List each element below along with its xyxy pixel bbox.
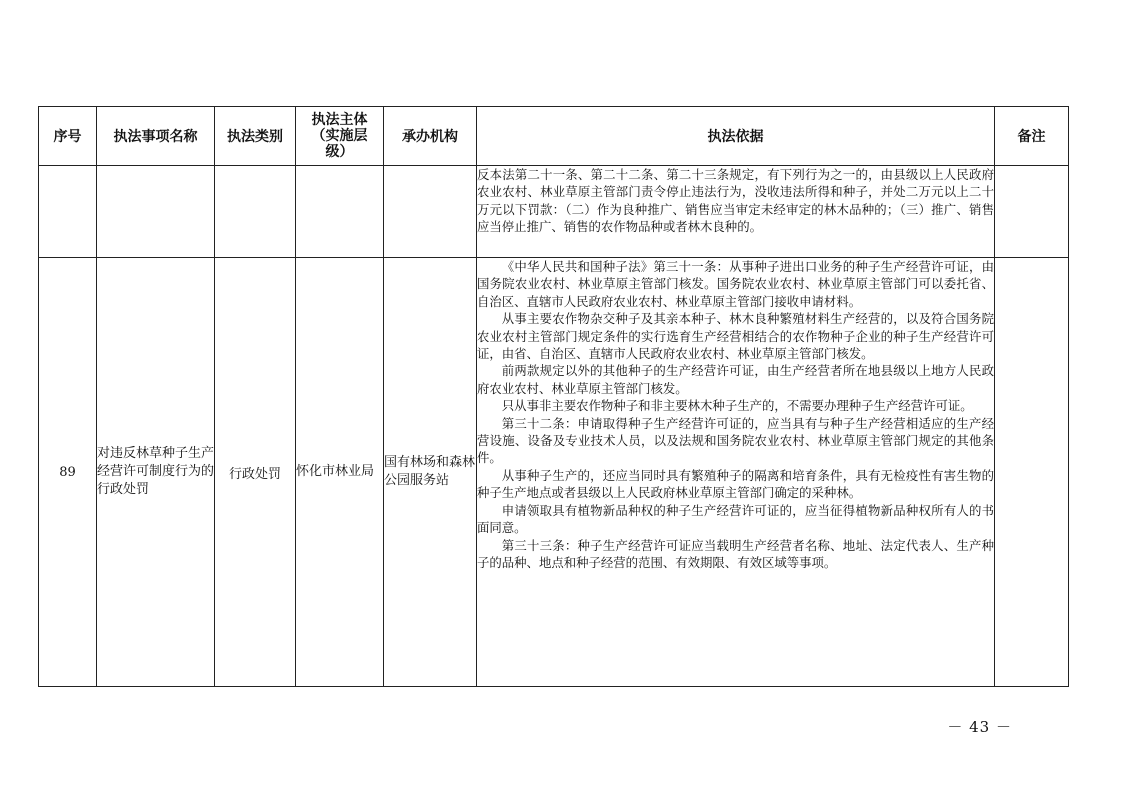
page-number: － 43 － [947, 718, 1012, 736]
basis-paragraph: 第三十三条：种子生产经营许可证应当载明生产经营者名称、地址、法定代表人、生产种子的品种、地点和种子经营的范围、有效期限、有效区域等事项。 [477, 537, 994, 570]
cont-category-cell [215, 166, 296, 258]
header-category: 执法类别 [215, 107, 296, 166]
cont-item-cell [97, 166, 215, 258]
basis-paragraph: 前两款规定以外的其他种子的生产经营许可证，由生产经营者所在地县级以上地方人民政府农业农村、林业草原主管部门核发。 [477, 363, 994, 396]
header-remark: 备注 [995, 107, 1069, 166]
header-subject-line1: 执法主体 [311, 112, 368, 128]
header-subject [296, 107, 384, 166]
row-remark [995, 258, 1069, 687]
header-subject-line3: 级） [325, 144, 354, 160]
table-row [39, 166, 1069, 258]
table-header-row [39, 107, 1069, 166]
header-basis: 执法依据 [477, 107, 995, 166]
basis-paragraph: 只从事非主要农作物种子和非主要林木种子生产的，不需要办理种子生产经营许可证。 [501, 398, 973, 414]
basis-paragraph: 从事主要农作物杂交种子及其亲本种子、林木良种繁殖材料生产经营的，以及符合国务院农业农村主管部门规定条件的实行选育生产经营相结合的农作物种子企业的种子生产经营许可证，由省、自治区、直辖市人民政府农业农村、林业草原主管部门核发。 [477, 311, 994, 362]
header-subject-line2: （实施层 [311, 128, 368, 144]
row-category: 行政处罚 [215, 258, 296, 687]
enforcement-table [38, 106, 1069, 687]
header-no: 序号 [39, 107, 97, 166]
cont-no-cell [39, 166, 97, 258]
cont-agency-cell [384, 166, 477, 258]
basis-paragraph: 从事种子生产的，还应当同时具有繁殖种子的隔离和培育条件，具有无检疫性有害生物的种子生产地点或者县级以上人民政府林业草原主管部门确定的采种林。 [477, 467, 994, 501]
header-item-name: 执法事项名称 [97, 107, 215, 166]
row-agency: 国有林场和森林公园服务站 [384, 258, 477, 687]
row-subject: 怀化市林业局 [296, 258, 384, 687]
basis-paragraph: 《中华人民共和国种子法》第三十一条：从事种子进出口业务的种子生产经营许可证，由国务院农业农村、林业草原主管部门核发。国务院农业农村、林业草原主管部门可以委托省、自治区、直辖市人民政府农业农村、林业草原主管部门接收申请材料。 [477, 259, 994, 309]
basis-paragraph: 第三十二条：申请取得种子生产经营许可证的，应当具有与种子生产经营相适应的生产经营设施、设备及专业技术人员，以及法规和国务院农业农村、林业草原主管部门规定的其他条件。 [477, 415, 994, 466]
cont-remark-cell [995, 166, 1069, 258]
basis-paragraph: 申请领取具有植物新品种权的种子生产经营许可证的，应当征得植物新品种权所有人的书面同意。 [477, 502, 994, 536]
row-no: 89 [39, 258, 97, 687]
row-basis [477, 258, 995, 687]
cont-basis-cell [477, 166, 995, 258]
row-item-name: 对违反林草种子生产经营许可制度行为的行政处罚 [97, 258, 215, 687]
cont-subject-cell [296, 166, 384, 258]
table-row [39, 258, 1069, 687]
cont-basis-text: 反本法第二十一条、第二十二条、第二十三条规定，有下列行为之一的，由县级以上人民政府农业农村、林业草原主管部门责令停止违法行为，没收违法所得和种子，并处二万元以上二十万元以下罚款：（二）作为良种推广、销售应当审定未经审定的林木品种的；（三）推广、销售应当停止推广、销售的农作物品种或者林木良种的。 [477, 167, 994, 235]
header-agency: 承办机构 [384, 107, 477, 166]
